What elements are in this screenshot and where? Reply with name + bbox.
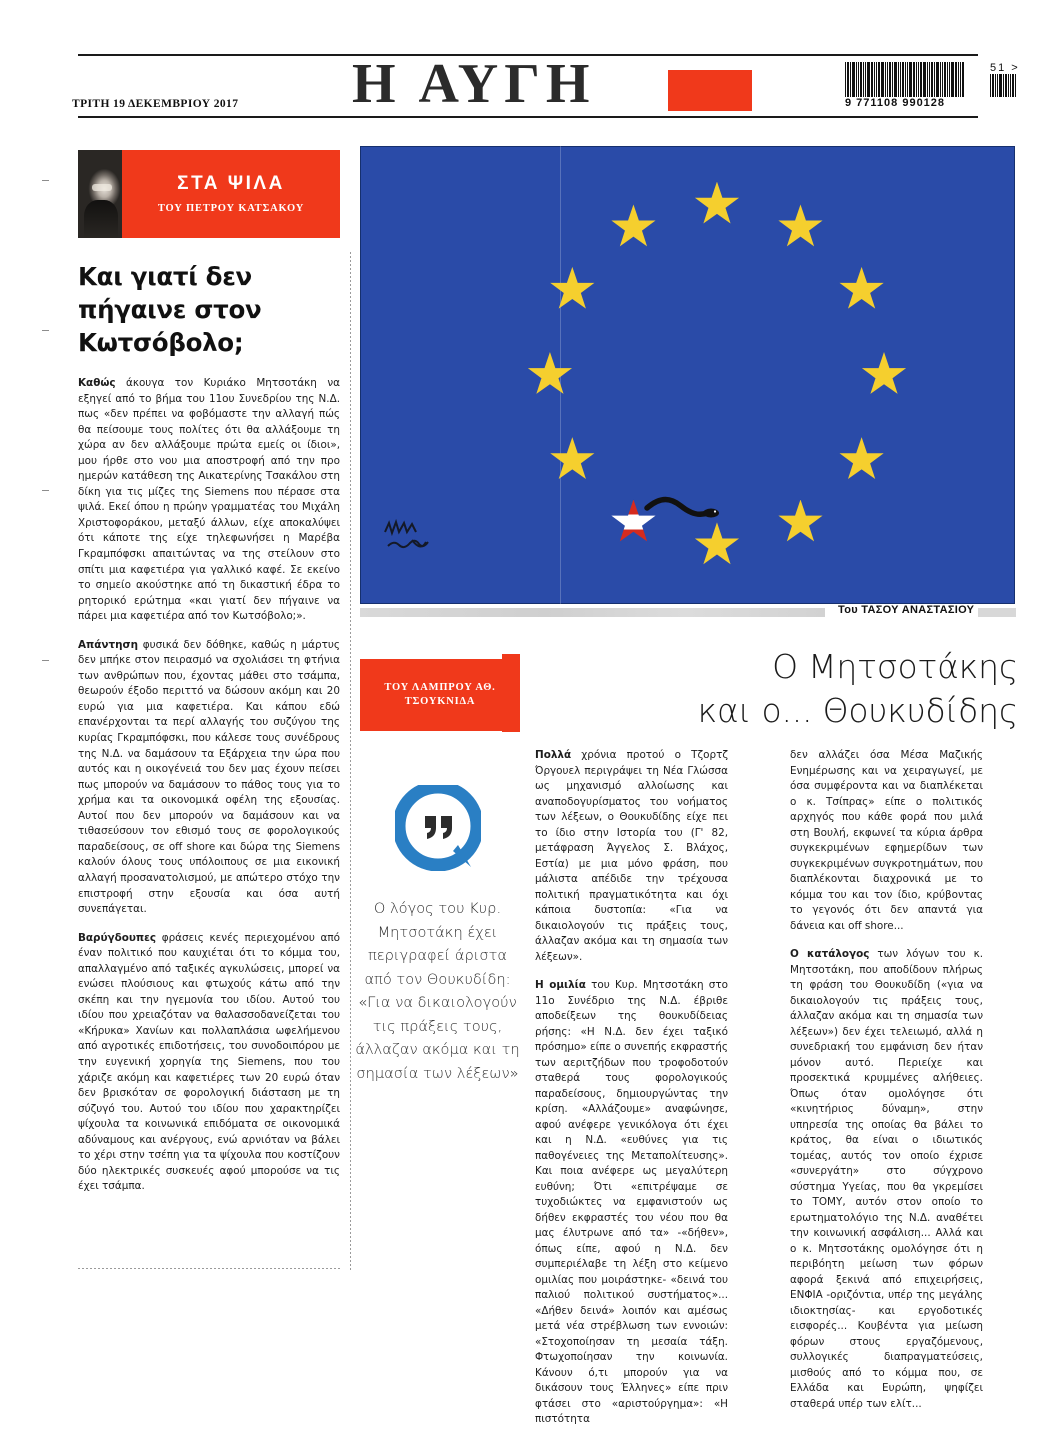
article-accent-bar bbox=[502, 654, 520, 732]
column-bottom-divider bbox=[78, 1268, 340, 1269]
paragraph: Βαρύγδουπες φράσεις κενές περιεχομένου από έναν πολιτικό που καυχιέται ότι το κόμμα του, απαλλαγμένο από ταξικές αγκυλώσεις, μπορεί να ενώσει πλούσιους και φτωχούς κάτω από την σκέπη και την ηγεμονία του ιδίου. Αυτού του ιδίου που χρειαζόταν να θαλασσοδανείζεται του «Κήρυκα» Χανίων και πολλαπλάσια ωφελήμενου από αγροτικές επιδοτήσεις, του συνοδοιπόρου με την ευγενική χορηγία της Siemens, που του χάριζε ακόμη και καφετιέρες των 20 ευρώ όταν δεν βρισκόταν σε φορολογική διάσταση με τη σύζυγό του. Αυτού του ιδίου που χαρακτηρίζει ψίχουλα τα κοινωνικά επιδόματα σε οικονομικά αδύναμους και ανέργους, ενώ αρνιόταν να βάλει το χέρι στην τσέπη για τα ψίχουλα που κοστίζουν δύο ηλεκτρικές συσκευές αφού μπορούσε να τις έχει τσάμπα. bbox=[78, 931, 340, 1193]
left-opinion-column bbox=[78, 150, 340, 1208]
kicker-banner bbox=[122, 150, 340, 238]
left-body-text bbox=[78, 376, 340, 1195]
caption-rule-left bbox=[360, 608, 825, 617]
caption-rule-right bbox=[978, 608, 1016, 617]
eu-star bbox=[549, 267, 595, 313]
paragraph: Ο κατάλογος των λόγων του κ. Μητσοτάκη, που αποδίδουν πλήρως τη φράση του Θουκυδίδη («για να δικαιολογούν τις πράξεις τους, άλλαζαν ακόμα και τη σημασία των λέξεων») δεν έχει τελειωμό, αλλά η συνεδριακή του εμφάνιση δεν ήταν μόνον αυτό. Περιείχε και προσεκτικά κρυμμένες αλήθειες. Όπως όταν ομολόγησε ότι «κινητήριος δύναμη», στην υπηρεσία της οποίας θα βάλει το κράτος, θα είναι ο ιδιωτικός τομέας, αυτός τον οποίο έχρισε «συνεργάτη» στο σύγχρονο σύστημα Υγείας, που θα γκρεμίσει το ΤΟΜΥ, αυτόν στον οποίο το ερωτηματολόγιο της Ν.Δ. αναθέτει την κοινωνική ασφάλιση... Αλλά και ο κ. Μητσοτάκης ομολόγησε ότι η περιβόητη μείωση των φόρων αφορά ξεκινά από επιχειρήσεις, ΕΝΦΙΑ -οριζόντια, υπέρ της μεγάλης ιδιοκτησίας- και εργοδοτικές εισφορές... Κουβέντα για μείωση φόρων στους εργαζόμενους, συλλογικές διαπραγματεύσεις, μισθούς από το κόμμα που, σε Ελλάδα και Ευρώπη, ψηφίζει σταθερά υπέρ των ελίτ... bbox=[790, 948, 983, 1410]
eu-star bbox=[861, 352, 907, 398]
pull-quote-text: Ο λόγος του Κυρ. Μητσοτάκη έχει περιγραφεί άριστα από τον Θουκυδίδη: «Για να δικαιολογούν τις πράξεις τους, άλλαζαν ακόμα και τη σημασία των λέξεων» bbox=[355, 900, 520, 1082]
masthead-red-block bbox=[668, 70, 752, 111]
article-title-line2: και ο... Θουκυδίδης bbox=[697, 691, 1018, 730]
paragraph: Η ομιλία του Κυρ. Μητσοτάκη στο 11ο Συνέδριο της Ν.Δ. έβριθε αποδείξεων της θουκυδίδειας ρήσης: «Η Ν.Δ. δεν έχει ταξικό πρόσημο» είπε ο συνεπής εκφραστής των αεριτζήδων που τροφοδοτούν σταθερά τους φορολογικούς παραδείσους, δημιουργώντας την κρίση. «Αλλάζουμε» αναφώνησε, αφού ανέφερε γενικόλογα ότι έχει και η Ν.Δ. «ευθύνες για τις παθογένειες της Μεταπολίτευσης». Και ποια ανέφερε ως μεγαλύτερη ευθύνη; Ότι «επιτρέψαμε σε τυχοδιώκτες να εμφανιστούν ως δήθεν εκφραστές του νέου που θα μας έλυτρωνε από τα» -«δήθεν», όπως είπε, αφού η Ν.Δ. δεν συμπεριέλαβε τη λέξη στο κείμενο ομιλίας που μοιράστηκε- «δεινά του παλιού πολιτικού συστήματος»... «Δήθεν δεινά» λοιπόν και αμέσως μετά νέα στρέβλωση των εννοιών: «Στοχοποίησαν τη μεσαία τάξη. Φτωχοποίησαν την κοινωνία. Κάνουν ό,τι μπορούν για να δικάσουν τους Έλληνες» είπε πριν φτάσει στο «αριστούργημα»: «Η πιστότητα bbox=[535, 979, 728, 1425]
paragraph: Πολλά χρόνια προτού ο Τζορτζ Όργουελ περιγράψει τη Νέα Γλώσσα ως μηχανισμό αλλοίωσης και αναποδογυρίσματος του νοήματος των λέξεων, ο Θουκυδίδης είχε πει το ίδιο στην Ιστορία του (Γ' 82, μετάφραση Άγγελος Σ. Βλάχος, Εστία) με μια μόνο φράση, που μάλιστα απέδιδε την τρέχουσα πολιτική πραγματικότητα και όχι κάποια δυστοπία: «Για να δικαιολογούν τις πράξεις τους, άλλαζαν ακόμα και τη σημασία των λέξεων». bbox=[535, 749, 728, 963]
paragraph: δεν αλλάζει όσα Μέσα Μαζικής Ενημέρωσης και να χειραγωγεί, με όσα συμφέροντα και να διαπλέκεται ο κ. Τσίπρας» είπε ο πολιτικός αρχηγός που κάθε φορά που μιλά στη Βουλή, εκφωνεί τα κύρια άρθρα συγκεκριμένων εφημερίδων των συγκεκριμένων συγκροτημάτων, που διαπλέκονται διαχρονικά με το κόμμα του και τον ίδιο, κρύβοντας το γεγονός ότι δεν απαντά για δάνεια και off shore... bbox=[790, 749, 983, 932]
left-headline: Και γιατί δεν πήγαινε στον Κωτσόβολο; bbox=[78, 262, 262, 357]
eu-star bbox=[610, 204, 656, 250]
kicker-title: ΣΤΑ ΨΙΛΑ bbox=[177, 173, 285, 194]
crop-mark bbox=[42, 330, 49, 331]
crop-mark bbox=[42, 490, 49, 491]
eu-star bbox=[777, 500, 823, 546]
kicker-author: ΤΟΥ ΠΕΤΡΟΥ ΚΑΤΣΑΚΟΥ bbox=[157, 203, 305, 214]
article-column-right bbox=[790, 748, 983, 1425]
cartoon-credit: Του ΤΑΣΟΥ ΑΝΑΣΤΑΣΙΟΥ bbox=[838, 604, 975, 616]
paragraph-lead: Ο κατάλογος bbox=[790, 948, 870, 960]
paragraph-lead: Η ομιλία bbox=[535, 979, 586, 991]
eu-star bbox=[839, 267, 885, 313]
column-divider bbox=[350, 252, 351, 1270]
article-byline: ΤΟΥ ΛΑΜΠΡΟΥ ΑΘ. ΤΣΟΥΚΝΙΔΑ bbox=[384, 682, 496, 707]
cartoon-canvas bbox=[360, 146, 1015, 604]
article-column-middle bbox=[535, 748, 728, 1441]
paragraph-lead: Καθώς bbox=[78, 377, 116, 389]
masthead bbox=[0, 0, 1055, 122]
editorial-cartoon bbox=[360, 146, 1015, 604]
eu-star bbox=[694, 182, 740, 228]
cartoonist-signature bbox=[382, 518, 446, 558]
newspaper-logo: Η ΑΥΓΗ bbox=[352, 53, 596, 115]
eu-star bbox=[839, 437, 885, 483]
publication-date: ΤΡΙΤΗ 19 ΔΕΚΕΜΒΡΙΟΥ 2017 bbox=[72, 98, 239, 110]
paragraph: Απάντηση φυσικά δεν δόθηκε, καθώς η μάρτυς δεν μπήκε στον πειρασμό να σχολιάσει τη φτήνια των ανθρώπων που, έχοντας μάθει στο τσάμπα, θεωρούν έξοδο περιττό να δώσουν ακόμη και 20 ευρώ για μια καφετιέρα. Και κάπου εδώ επανέρχονται τα περί αλλαγής του συζύγου της κυρίας Γκραμπόφσκι, που κάλεσε τους συνέδρους της Ν.Δ. να δαμάσουν τα Εξάρχεια την ώρα που αυτός και η οικογένειά του δεν μας έχουν πείσει πως μπορούν να δαμάσουν το πάθος τους για το χρήμα και τα οικονομικά οφέλη της εξουσίας. Αυτοί που δεν μπορούν να δαμάσουν και να τιθασεύσουν τον εθισμό τους σε φορολογικούς παραδείσους, σε off shore και δώρα της Siemens καλούν όλους τους υπόλοιπους σε μια εικονική αλλαγή προσανατολισμού, με απώτερο στόχο την επιστροφή στην εξουσία και όσα αυτή συνεπάγεται. bbox=[78, 638, 340, 916]
column-kicker bbox=[78, 150, 340, 238]
eu-star bbox=[527, 352, 573, 398]
crop-mark bbox=[42, 180, 49, 181]
eu-star bbox=[694, 522, 740, 568]
article-title-line1: Ο Μητσοτάκης bbox=[772, 647, 1018, 686]
masthead-rule-bottom bbox=[78, 116, 978, 118]
barcode-number: 9 771108 990128 bbox=[845, 97, 946, 109]
article-byline-box bbox=[360, 659, 520, 731]
crop-mark bbox=[42, 660, 49, 661]
barcode-bars bbox=[845, 62, 977, 97]
paragraph-lead: Βαρύγδουπες bbox=[78, 931, 157, 944]
barcode bbox=[845, 62, 1035, 114]
paragraph-lead: Πολλά bbox=[535, 749, 572, 761]
snake-icon bbox=[641, 494, 725, 524]
eu-star bbox=[549, 437, 595, 483]
eu-star bbox=[777, 204, 823, 250]
barcode-addon-bars bbox=[990, 74, 1017, 97]
barcode-addon-number: 51 > bbox=[990, 62, 1020, 74]
paragraph: Καθώς άκουγα τον Κυριάκο Μητσοτάκη να εξηγεί από το βήμα του 11ου Συνεδρίου της Ν.Δ. πως «δεν πρέπει να φοβόμαστε την αλλαγή πώς θα πείσουμε τους πολίτες ότι θα αλλάξουμε τη χώρα αν δεν αλλάξουμε πρώτα εμείς οι ίδιοι», μου ήρθε στο νου μια αποστροφή από την προ ημερών κατάθεση της Αικατερίνης Τσακάλου στη δίκη για τις μίζες της Siemens που πέρασε στα ψιλά. Εκεί όπου η πρώην γραμματέας του Μιχάλη Χριστοφοράκου, μεταξύ άλλων, είχε αποκαλύψει ότι κάποτε της είχε τηλεφωνήσει η Μαρέβα Γκραμπόφσκι απαιτώντας να της στείλουν στο σπίτι μια καφετιέρα για γαλλικό καφέ. Σε εκείνο το σημείο ακούστηκε από τη δικαστική έδρα το ρητορικό ερώτημα «και γιατί δεν πήγαινε να πάρει μια καφετιέρα από τον Κωτσόβολο;». bbox=[78, 377, 340, 623]
paragraph-lead: Απάντηση bbox=[78, 638, 138, 651]
pull-quote-column bbox=[355, 785, 520, 1085]
quote-bubble-icon bbox=[395, 785, 481, 871]
author-portrait bbox=[78, 150, 122, 238]
article-title bbox=[548, 645, 1018, 733]
